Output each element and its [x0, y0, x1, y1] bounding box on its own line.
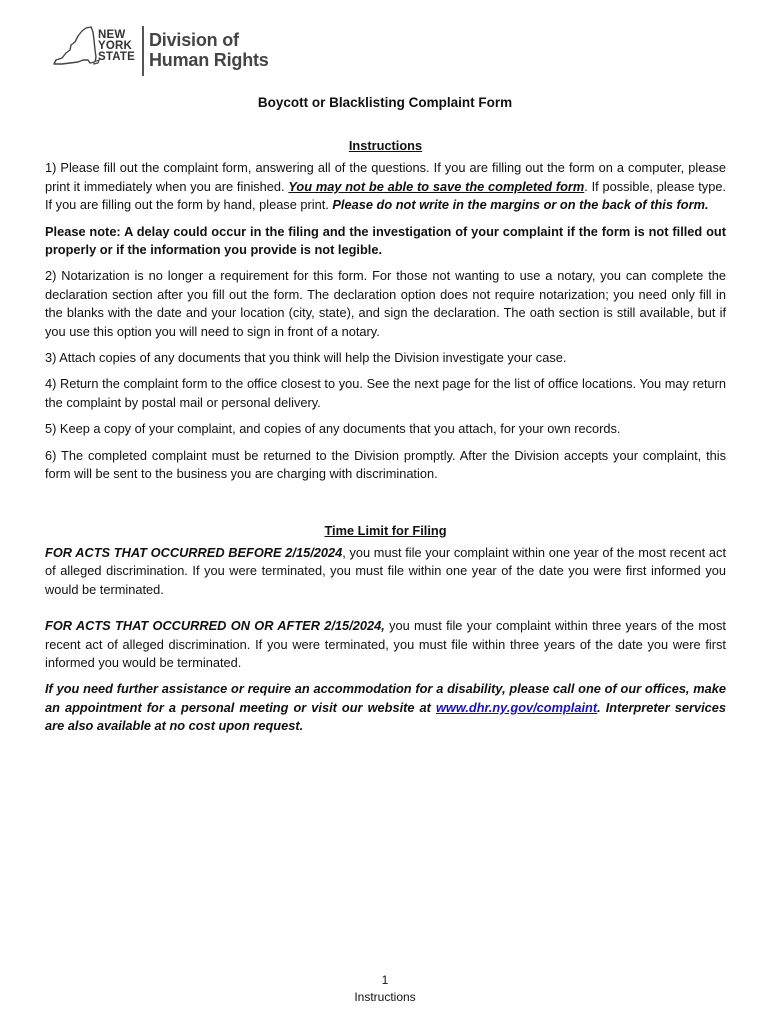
time-limit-before — [45, 544, 726, 599]
page-footer — [0, 972, 770, 1006]
state-word-state: STATE — [98, 51, 135, 63]
instruction-item-2: 2) Notarization is no longer a requirement for this form. For those not wanting to use a notary, you can complete the declaration section after you fill out the form. The declaration option does not require notarization; you need only fill in the blanks with the date and your location (city, state), and sign the declaration. The oath section is still available, but if you use this option you will need to sign in front of a notary. — [45, 268, 726, 339]
instruction-item-1 — [45, 159, 726, 214]
please-note: Please note: A delay could occur in the filing and the investigation of your complaint if the form is not filled out properly or if the information you provide is not legible. — [45, 223, 726, 258]
agency-name-line2: Human Rights — [149, 50, 269, 70]
footer-section-label: Instructions — [354, 990, 416, 1004]
before-date-text: , you must file your complaint within one year of the most recent act of alleged discrimination. If you were terminated, you must file within one year of the date you were first informed you would be terminated. — [45, 544, 726, 597]
instructions-content — [45, 137, 726, 744]
instruction-item-5: 5) Keep a copy of your complaint, and copies of any documents that you attach, for your own records. — [45, 421, 621, 437]
before-date-emphasis: FOR ACTS THAT OCCURRED BEFORE 2/15/2024 — [45, 544, 343, 560]
state-word-york: YORK — [98, 40, 133, 52]
instructions-heading: Instructions — [348, 138, 423, 153]
instruction-item-3: 3) Attach copies of any documents that you think will help the Division investigate your case. — [45, 350, 567, 366]
item1-bold-note: Please do not write in the margins or on the back of this form. — [332, 197, 709, 213]
dhr-logo — [50, 20, 280, 82]
after-date-emphasis: FOR ACTS THAT OCCURRED ON OR AFTER 2/15/2024, — [45, 618, 385, 634]
assistance-text-a: If you need further assistance or require an accommodation for a disability, please call one of our offices, make an appointment for a personal meeting or visit our website at — [45, 681, 726, 715]
item1-text-b: . If possible, please type. If you are filling out the form by hand, please print. — [45, 178, 726, 213]
form-title: Boycott or Blacklisting Complaint Form — [257, 95, 513, 110]
after-date-text: you must file your complaint within three years of the most recent act of alleged discrimination. If you were terminated, you must file within three years of the date you were first informed you would be terminated. — [45, 618, 726, 670]
logo-divider — [142, 26, 144, 76]
complaint-website-link[interactable]: www.dhr.ny.gov/complaint — [435, 699, 598, 715]
instruction-item-6: 6) The completed complaint must be returned to the Division promptly. After the Division accepts your complaint, this form will be sent to the business you are charging with discrimination. — [45, 447, 726, 482]
state-word-new: NEW — [98, 29, 126, 41]
new-york-state-wordmark — [98, 30, 135, 63]
time-limit-after — [45, 617, 726, 672]
instruction-item-4: 4) Return the complaint form to the office closest to you. See the next page for the list of office locations. You may return the complaint by postal mail or personal delivery. — [45, 376, 726, 410]
item1-emphasis: You may not be able to save the completed form — [288, 178, 585, 194]
page-number: 1 — [381, 973, 389, 987]
item1-text-a: 1) Please fill out the complaint form, answering all of the questions. If you are filling out the form on a computer, please print it immediately when you are finished. — [45, 160, 726, 194]
time-limit-heading: Time Limit for Filing — [324, 522, 447, 538]
agency-name — [149, 30, 269, 70]
assistance-note — [45, 680, 726, 735]
new-york-state-map-icon — [50, 20, 100, 70]
agency-name-line1: Division of — [149, 30, 239, 50]
assistance-text-b: . Interpreter services are also available at no cost upon request. — [45, 699, 726, 734]
